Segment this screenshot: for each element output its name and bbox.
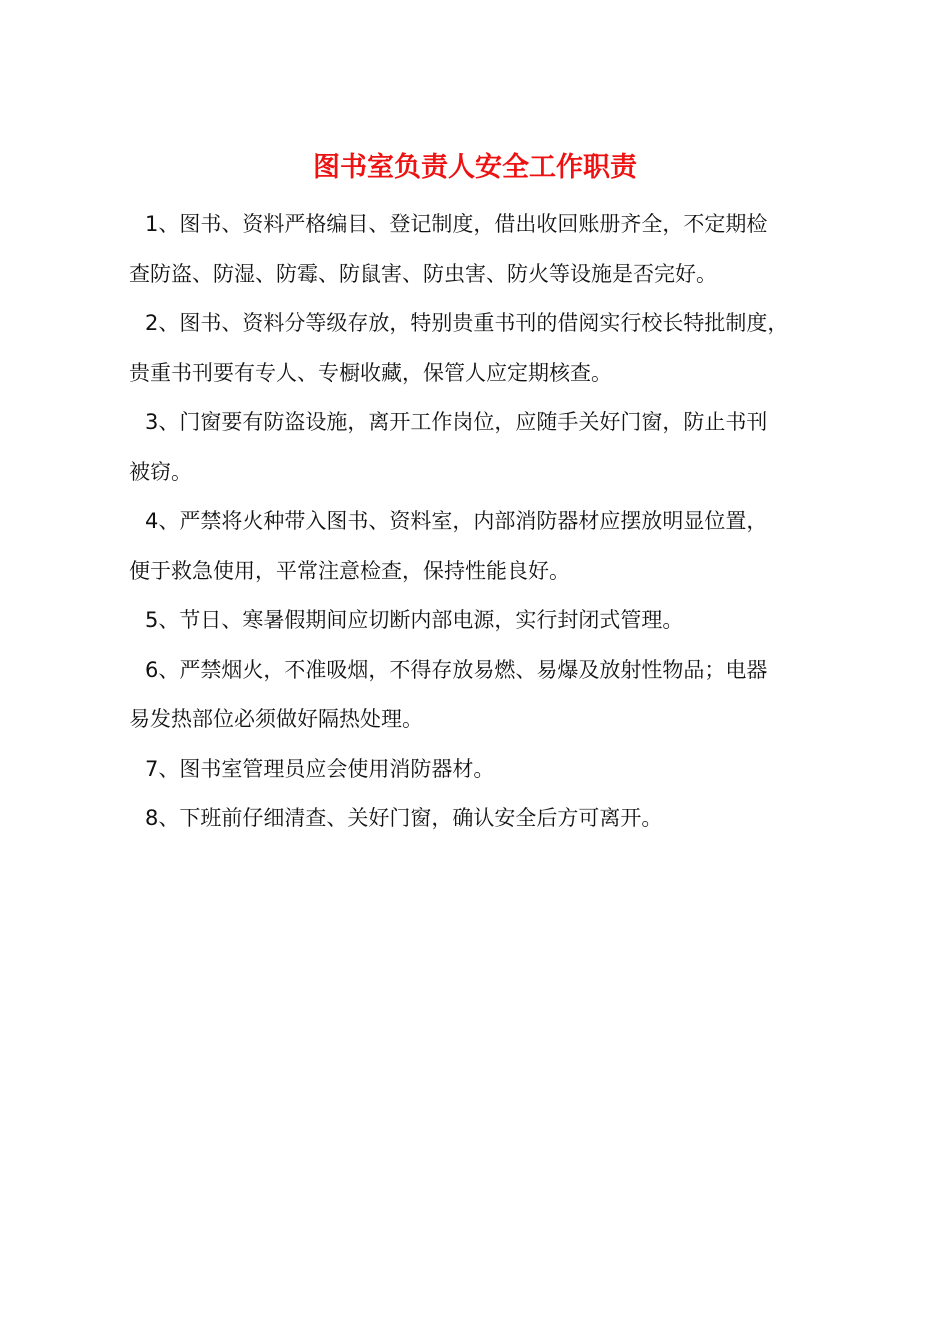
paragraph-line: 查防盗、防湿、防霉、防鼠害、防虫害、防火等设施是否完好。 xyxy=(129,261,717,286)
paragraph-line: 便于救急使用，平常注意检查，保持性能良好。 xyxy=(129,558,570,583)
paragraph-line: 3、门窗要有防盗设施，离开工作岗位，应随手关好门窗，防止书刊 xyxy=(145,410,768,434)
paragraph-1 xyxy=(129,200,837,299)
paragraph-line: 4、严禁将火种带入图书、资料室，内部消防器材应摆放明显位置， xyxy=(145,509,768,533)
paragraph-line: 被窃。 xyxy=(129,459,192,484)
paragraph-8 xyxy=(137,794,837,844)
paragraph-line: 7、图书室管理员应会使用消防器材。 xyxy=(145,756,495,781)
document-body xyxy=(129,200,837,844)
paragraph-line: 易发热部位必须做好隔热处理。 xyxy=(129,707,423,731)
paragraph-4 xyxy=(129,497,837,596)
document-title: 图书室负责人安全工作职责 xyxy=(313,152,637,184)
paragraph-7 xyxy=(137,745,837,795)
paragraph-line: 8、下班前仔细清查、关好门窗，确认安全后方可离开。 xyxy=(145,806,663,830)
paragraph-2 xyxy=(129,299,837,398)
paragraph-line: 2、图书、资料分等级存放，特别贵重书刊的借阅实行校长特批制度， xyxy=(145,311,789,335)
paragraph-3 xyxy=(129,398,837,497)
paragraph-line: 1、图书、资料严格编目、登记制度，借出收回账册齐全，不定期检 xyxy=(145,212,768,236)
paragraph-line: 贵重书刊要有专人、专橱收藏，保管人应定期核查。 xyxy=(129,360,612,385)
paragraph-line: 6、严禁烟火，不准吸烟，不得存放易燃、易爆及放射性物品；电器 xyxy=(145,657,768,682)
paragraph-6 xyxy=(129,646,837,745)
paragraph-line: 5、节日、寒暑假期间应切断内部电源，实行封闭式管理。 xyxy=(145,608,684,632)
paragraph-5 xyxy=(137,596,837,646)
